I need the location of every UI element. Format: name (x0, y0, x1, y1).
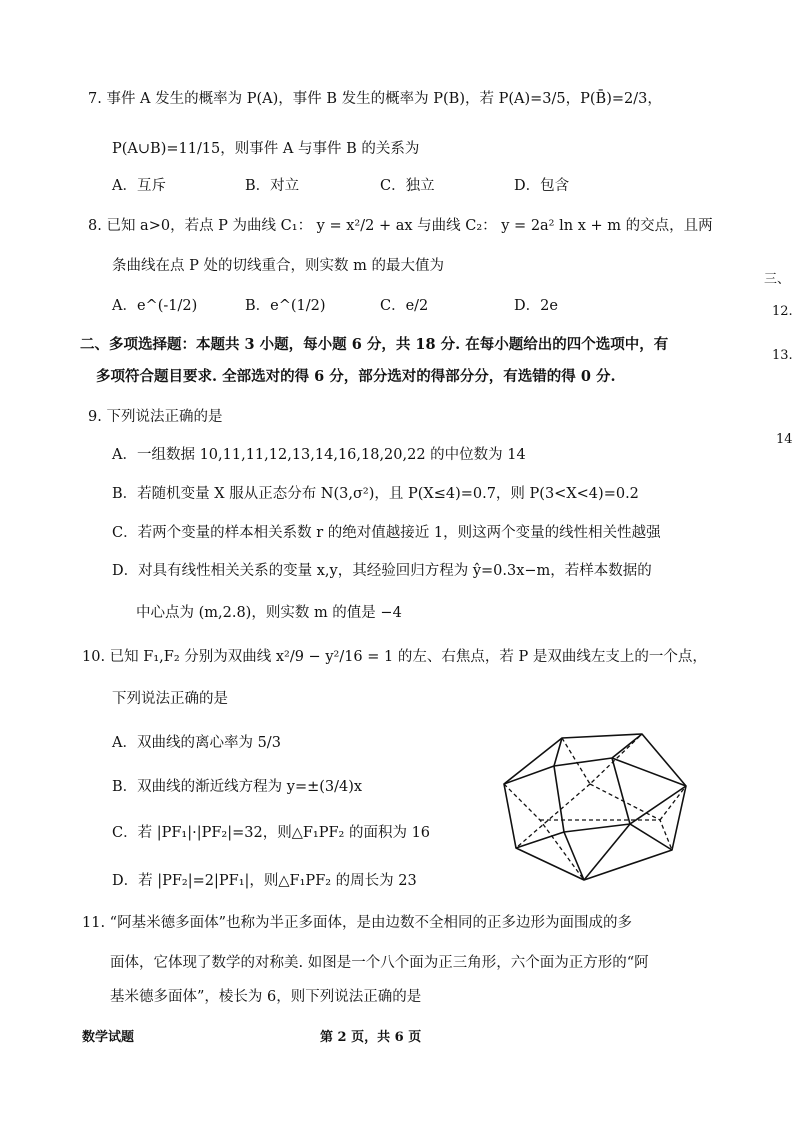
q8-line1: 8. 已知 a>0，若点 P 为曲线 C₁： y = x²/2 + ax 与曲线 C₂： y = 2a² ln x + m 的交点，且两 (88, 218, 713, 234)
q9-option-d-line1: D．对具有线性相关关系的变量 x,y，其经验回归方程为 ŷ=0.3x−m，若样本数据的 (112, 563, 652, 579)
q10-option-c: C．若 |PF₁|·|PF₂|=32，则△F₁PF₂ 的面积为 16 (112, 825, 431, 841)
q9-option-b: B．若随机变量 X 服从正态分布 N(3,σ²)，且 P(X≤4)=0.7，则 P(3<X<4)=0.2 (112, 486, 639, 502)
q10-line2: 下列说法正确的是 (112, 691, 228, 707)
q7-option-c: C．独立 (380, 178, 435, 194)
q8-option-c: C．e/2 (380, 298, 429, 314)
archimedean-polyhedron-figure (500, 728, 700, 888)
q10-line1: 10. 已知 F₁,F₂ 分别为双曲线 x²/9 − y²/16 = 1 的左、右焦点，若 P 是双曲线左支上的一个点， (82, 649, 707, 665)
q10-option-b: B．双曲线的渐近线方程为 y=±(3/4)x (112, 779, 363, 795)
q7-line2: P(A∪B)=11/15，则事件 A 与事件 B 的关系为 (112, 141, 420, 157)
margin-q12: 12. (772, 304, 793, 319)
margin-q13: 13. (772, 348, 793, 363)
q8-option-b: B．e^(1/2) (245, 298, 326, 314)
margin-q14: 14 (776, 432, 793, 447)
q11-line3: 基米德多面体”，棱长为 6，则下列说法正确的是 (110, 989, 422, 1005)
q7-option-d: D．包含 (514, 178, 570, 194)
q7-option-a: A．互斥 (112, 178, 166, 194)
q8-option-a: A．e^(-1/2) (112, 298, 198, 314)
section2-line1: 二、多项选择题：本题共 3 小题，每小题 6 分，共 18 分. 在每小题给出的四个选项中，有 (80, 336, 669, 353)
q11-line1: 11. “阿基米德多面体”也称为半正多面体，是由边数不全相同的正多边形为面围成的多 (82, 915, 632, 931)
q8-line2: 条曲线在点 P 处的切线重合，则实数 m 的最大值为 (112, 258, 444, 274)
q9-option-c: C．若两个变量的样本相关系数 r 的绝对值越接近 1，则这两个变量的线性相关性越强 (112, 525, 661, 541)
q9-option-d-line2: 中心点为 (m,2.8)，则实数 m 的值是 −4 (136, 605, 402, 621)
footer-page-number: 第 2 页，共 6 页 (320, 1030, 422, 1045)
q8-option-d: D．2e (514, 298, 558, 314)
q7-option-b: B．对立 (245, 178, 300, 194)
section2-line2: 多项符合题目要求. 全部选对的得 6 分，部分选对的得部分分，有选错的得 0 分. (96, 368, 616, 385)
margin-section3: 三、 (764, 272, 791, 287)
q10-option-d: D．若 |PF₂|=2|PF₁|，则△F₁PF₂ 的周长为 23 (112, 873, 417, 889)
q10-option-a: A．双曲线的离心率为 5/3 (112, 735, 281, 751)
q9-option-a: A．一组数据 10,11,11,12,13,14,16,18,20,22 的中位数为 14 (112, 447, 526, 463)
footer-subject: 数学试题 (82, 1030, 135, 1045)
q11-line2: 面体，它体现了数学的对称美. 如图是一个八个面为正三角形，六个面为正方形的“阿 (110, 955, 649, 971)
q9-stem: 9. 下列说法正确的是 (88, 409, 223, 425)
q7-line1: 7. 事件 A 发生的概率为 P(A)，事件 B 发生的概率为 P(B)，若 P(A)=3/5，P(B̄)=2/3， (88, 91, 662, 107)
